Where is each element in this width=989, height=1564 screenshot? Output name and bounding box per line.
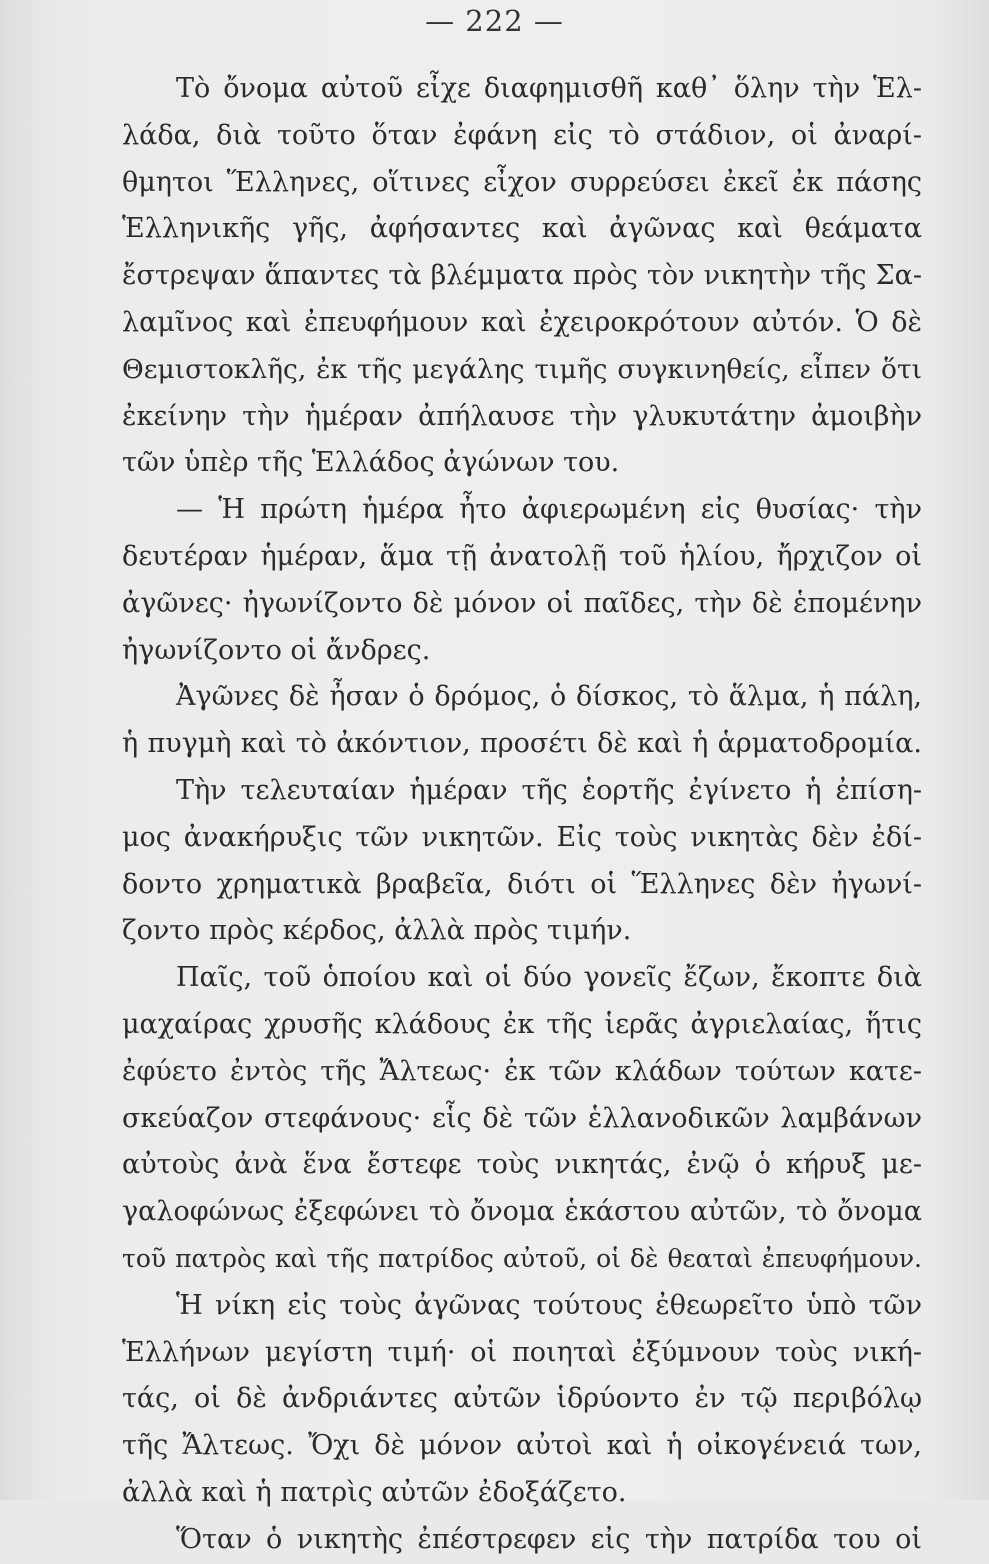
text-line: ἔστρεψαν ἅπαντες τὰ βλέμματα πρὸς τὸν νικητὴν τῆς Σα- (122, 260, 922, 292)
text-line: μος ἀνακήρυξις τῶν νικητῶν. Εἰς τοὺς νικητὰς δὲν ἐδί- (122, 821, 922, 853)
body-text (122, 66, 922, 1564)
text-line: — Ἡ πρώτη ἡμέρα ἦτο ἀφιερωμένη εἰς θυσίας· τὴν (176, 494, 922, 526)
text-line: αὐτοὺς ἀνὰ ἕνα ἔστεφε τοὺς νικητάς, ἐνῷ ὁ κήρυξ με- (122, 1149, 922, 1181)
text-line: Ὅταν ὁ νικητὴς ἐπέστρεφεν εἰς τὴν πατρίδα του οἱ (176, 1523, 922, 1555)
text-line: σκεύαζον στεφάνους· εἷς δὲ τῶν ἑλλανοδικῶν λαμβάνων (122, 1102, 922, 1134)
text-line: ἐκείνην τὴν ἡμέραν ἀπήλαυσε τὴν γλυκυτάτην ἀμοιβὴν (122, 400, 922, 432)
text-line: λάδα, διὰ τοῦτο ὅταν ἐφάνη εἰς τὸ στάδιον, οἱ ἀναρί- (122, 119, 922, 151)
text-line: ἀγῶνες· ἠγωνίζοντο δὲ μόνον οἱ παῖδες, τὴν δὲ ἑπομένην (122, 587, 922, 619)
text-line: Ἑλληνικῆς γῆς, ἀφήσαντες καὶ ἀγῶνας καὶ θεάματα (122, 213, 922, 245)
text-line: Ἡ νίκη εἰς τοὺς ἀγῶνας τούτους ἐθεωρεῖτο ὑπὸ τῶν (176, 1289, 922, 1321)
text-line: Θεμιστοκλῆς, ἐκ τῆς μεγάλης τιμῆς συγκινηθείς, εἶπεν ὅτι (122, 353, 922, 385)
text-line: Τὸ ὄνομα αὐτοῦ εἶχε διαφημισθῆ καθ᾽ ὅλην τὴν Ἑλ- (176, 73, 922, 104)
text-line: ζοντο πρὸς κέρδος, ἀλλὰ πρὸς τιμήν. (122, 915, 632, 947)
text-line: Τὴν τελευταίαν ἡμέραν τῆς ἑορτῆς ἐγίνετο ἡ ἐπίση- (176, 774, 922, 806)
text-line: γαλοφώνως ἐξεφώνει τὸ ὄνομα ἑκάστου αὐτῶν, τὸ ὄνομα (122, 1196, 922, 1228)
text-line: Ἀγῶνες δὲ ἦσαν ὁ δρόμος, ὁ δίσκος, τὸ ἅλμα, ἡ πάλη, (176, 681, 922, 713)
text-line: τῆς Ἄλτεως. Ὄχι δὲ μόνον αὐτοὶ καὶ ἡ οἰκογένειά των, (122, 1430, 922, 1462)
text-line: ἐφύετο ἐντὸς τῆς Ἄλτεως· ἐκ τῶν κλάδων τούτων κατε- (122, 1055, 922, 1087)
text-line: λαμῖνος καὶ ἐπευφήμουν καὶ ἐχειροκρότουν αὐτόν. Ὁ δὲ (122, 306, 922, 338)
text-line: τῶν ὑπὲρ τῆς Ἑλλάδος ἀγώνων του. (122, 447, 620, 479)
text-line: Ἑλλήνων μεγίστη τιμή· οἱ ποιηταὶ ἐξύμνουν τοὺς νική- (122, 1336, 922, 1368)
text-line: δευτέραν ἡμέραν, ἅμα τῇ ἀνατολῇ τοῦ ἡλίου, ἤρχιζον οἱ (122, 540, 922, 572)
text-line: ἡ πυγμὴ καὶ τὸ ἀκόντιον, προσέτι δὲ καὶ ἡ ἁρματοδρομία. (122, 728, 922, 760)
text-line: Παῖς, τοῦ ὁποίου καὶ οἱ δύο γονεῖς ἔζων, ἔκοπτε διὰ (176, 962, 922, 994)
text-line: δοντο χρηματικὰ βραβεῖα, διότι οἱ Ἕλληνες δὲν ἠγωνί- (122, 868, 922, 900)
text-line: τοῦ πατρὸς καὶ τῆς πατρίδος αὐτοῦ, οἱ δὲ θεαταὶ ἐπευφήμουν. (122, 1243, 922, 1273)
text-line: ἠγωνίζοντο οἱ ἄνδρες. (122, 634, 431, 666)
text-line: μαχαίρας χρυσῆς κλάδους ἐκ τῆς ἱερᾶς ἀγριελαίας, ἥτις (122, 1008, 922, 1040)
text-line: ἀλλὰ καὶ ἡ πατρὶς αὐτῶν ἐδοξάζετο. (122, 1476, 627, 1508)
text-line: θμητοι Ἕλληνες, οἵτινες εἶχον συρρεύσει ἐκεῖ ἐκ πάσης (122, 166, 922, 198)
text-line: τάς, οἱ δὲ ἀνδριάντες αὐτῶν ἱδρύοντο ἐν τῷ περιβόλῳ (122, 1383, 922, 1415)
page-number: — 222 — (425, 4, 564, 38)
